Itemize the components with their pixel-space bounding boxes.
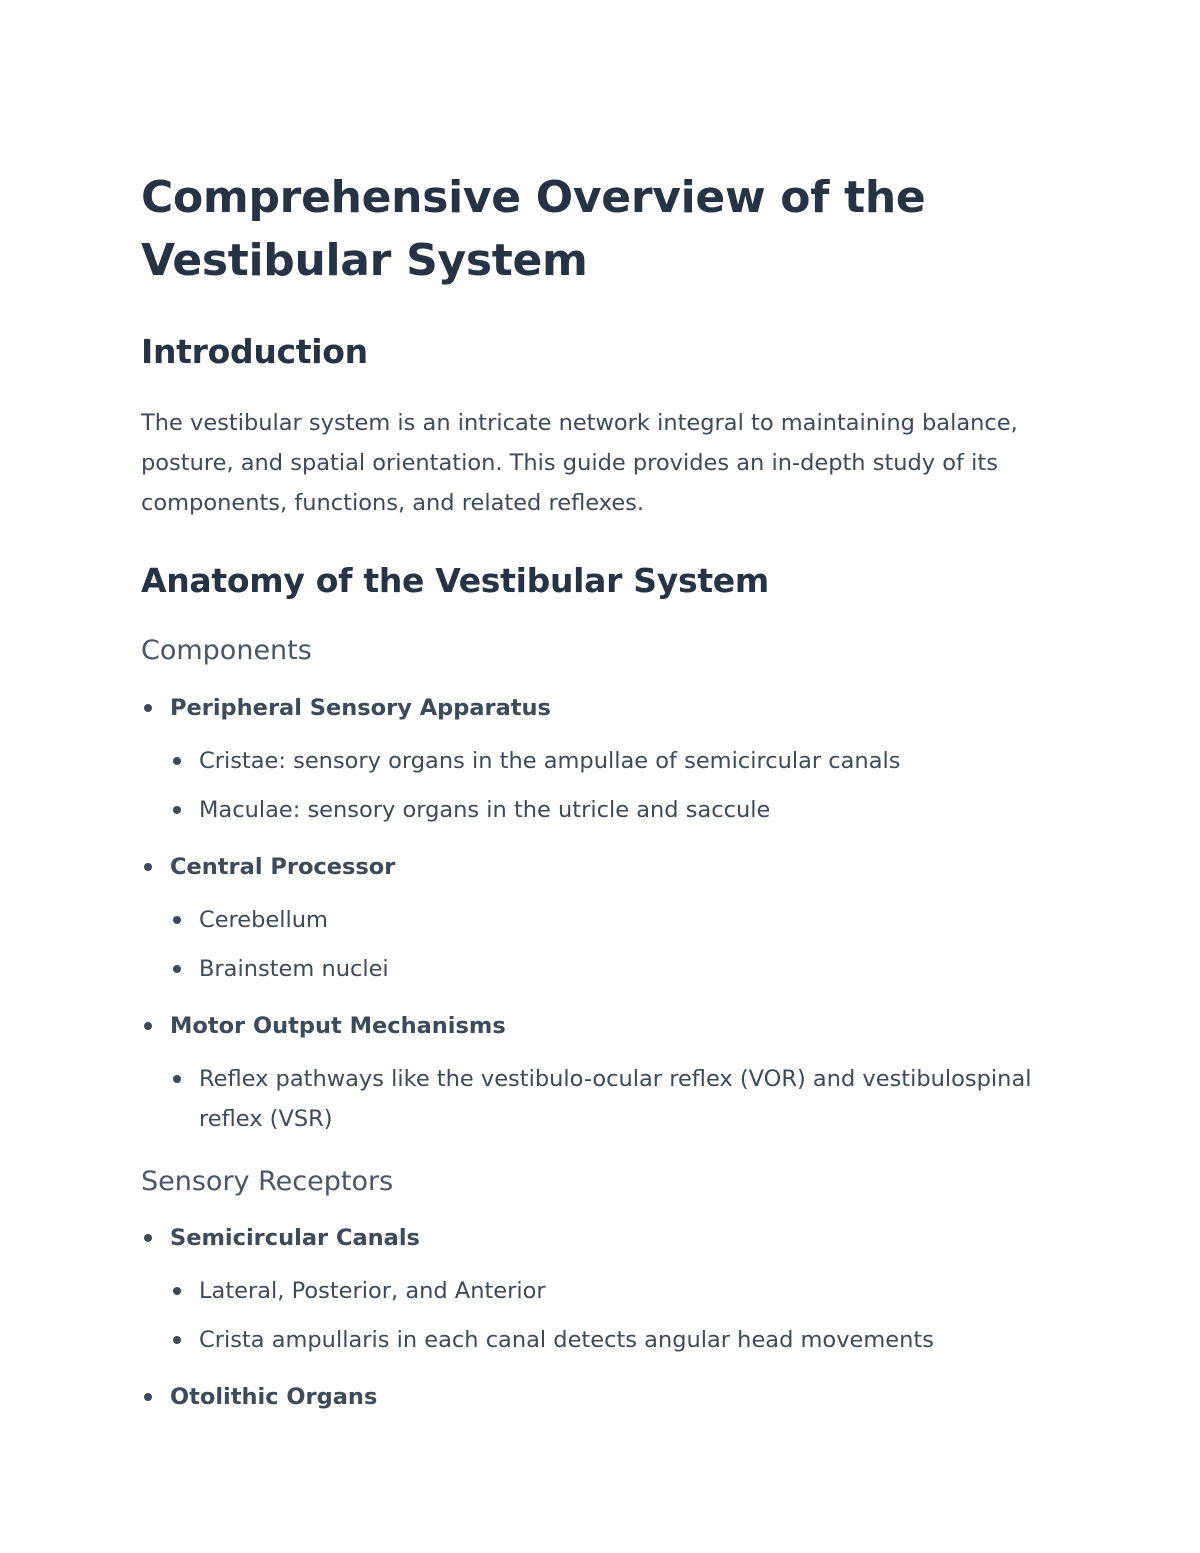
receptors-list bbox=[141, 1222, 1061, 1413]
sublist bbox=[170, 900, 1061, 989]
bullet-icon bbox=[173, 916, 181, 924]
bullet-icon bbox=[173, 1336, 181, 1344]
bullet-icon bbox=[144, 1022, 152, 1030]
list-item-label: Otolithic Organs bbox=[170, 1384, 378, 1410]
list-item-label: Peripheral Sensory Apparatus bbox=[170, 695, 551, 721]
list-item bbox=[141, 692, 1061, 830]
sublist-item-text: Brainstem nuclei bbox=[199, 956, 389, 982]
introduction-paragraph: The vestibular system is an intricate network integral to maintaining balance, posture, and spatial orientation. This guide provides an in-depth study of its components, functions, and related reflexes. bbox=[141, 410, 1018, 516]
bullet-icon bbox=[173, 757, 181, 765]
document-title: Comprehensive Overview of the Vestibular System bbox=[141, 172, 926, 286]
list-item bbox=[141, 851, 1061, 989]
bullet-icon bbox=[173, 1075, 181, 1083]
bullet-icon bbox=[144, 704, 152, 712]
bullet-icon bbox=[173, 806, 181, 814]
sublist-item-text: Cristae: sensory organs in the ampullae of semicircular canals bbox=[199, 748, 901, 774]
list-item bbox=[141, 1010, 1061, 1139]
sublist-item-text: Lateral, Posterior, and Anterior bbox=[199, 1278, 546, 1304]
introduction-heading: Introduction bbox=[141, 332, 368, 371]
sublist-item bbox=[170, 1320, 1061, 1360]
sublist-item bbox=[170, 1059, 1061, 1139]
sublist-item-text: Crista ampullaris in each canal detects angular head movements bbox=[199, 1327, 934, 1353]
sensory-receptors-heading: Sensory Receptors bbox=[141, 1166, 394, 1197]
sublist bbox=[170, 741, 1061, 830]
sublist-item bbox=[170, 741, 1061, 781]
bullet-icon bbox=[144, 863, 152, 871]
bullet-icon bbox=[144, 1234, 152, 1242]
sublist bbox=[170, 1059, 1061, 1139]
list-item-label: Central Processor bbox=[170, 854, 396, 880]
components-heading: Components bbox=[141, 635, 312, 666]
sublist-item bbox=[170, 949, 1061, 989]
sublist-item-text: Reflex pathways like the vestibulo-ocular reflex (VOR) and vestibulospinal reflex (VSR) bbox=[199, 1066, 1032, 1132]
sublist bbox=[170, 1271, 1061, 1360]
bullet-icon bbox=[173, 1287, 181, 1295]
sublist-item bbox=[170, 1271, 1061, 1311]
anatomy-heading: Anatomy of the Vestibular System bbox=[141, 561, 769, 600]
sublist-item-text: Maculae: sensory organs in the utricle and saccule bbox=[199, 797, 771, 823]
bullet-icon bbox=[173, 965, 181, 973]
sublist-item bbox=[170, 900, 1061, 940]
sublist-item-text: Cerebellum bbox=[199, 907, 328, 933]
list-item bbox=[141, 1381, 1061, 1413]
document-page bbox=[141, 166, 1061, 1434]
components-list bbox=[141, 692, 1061, 1139]
list-item bbox=[141, 1222, 1061, 1360]
bullet-icon bbox=[144, 1393, 152, 1401]
list-item-label: Semicircular Canals bbox=[170, 1225, 420, 1251]
list-item-label: Motor Output Mechanisms bbox=[170, 1013, 506, 1039]
sublist-item bbox=[170, 790, 1061, 830]
